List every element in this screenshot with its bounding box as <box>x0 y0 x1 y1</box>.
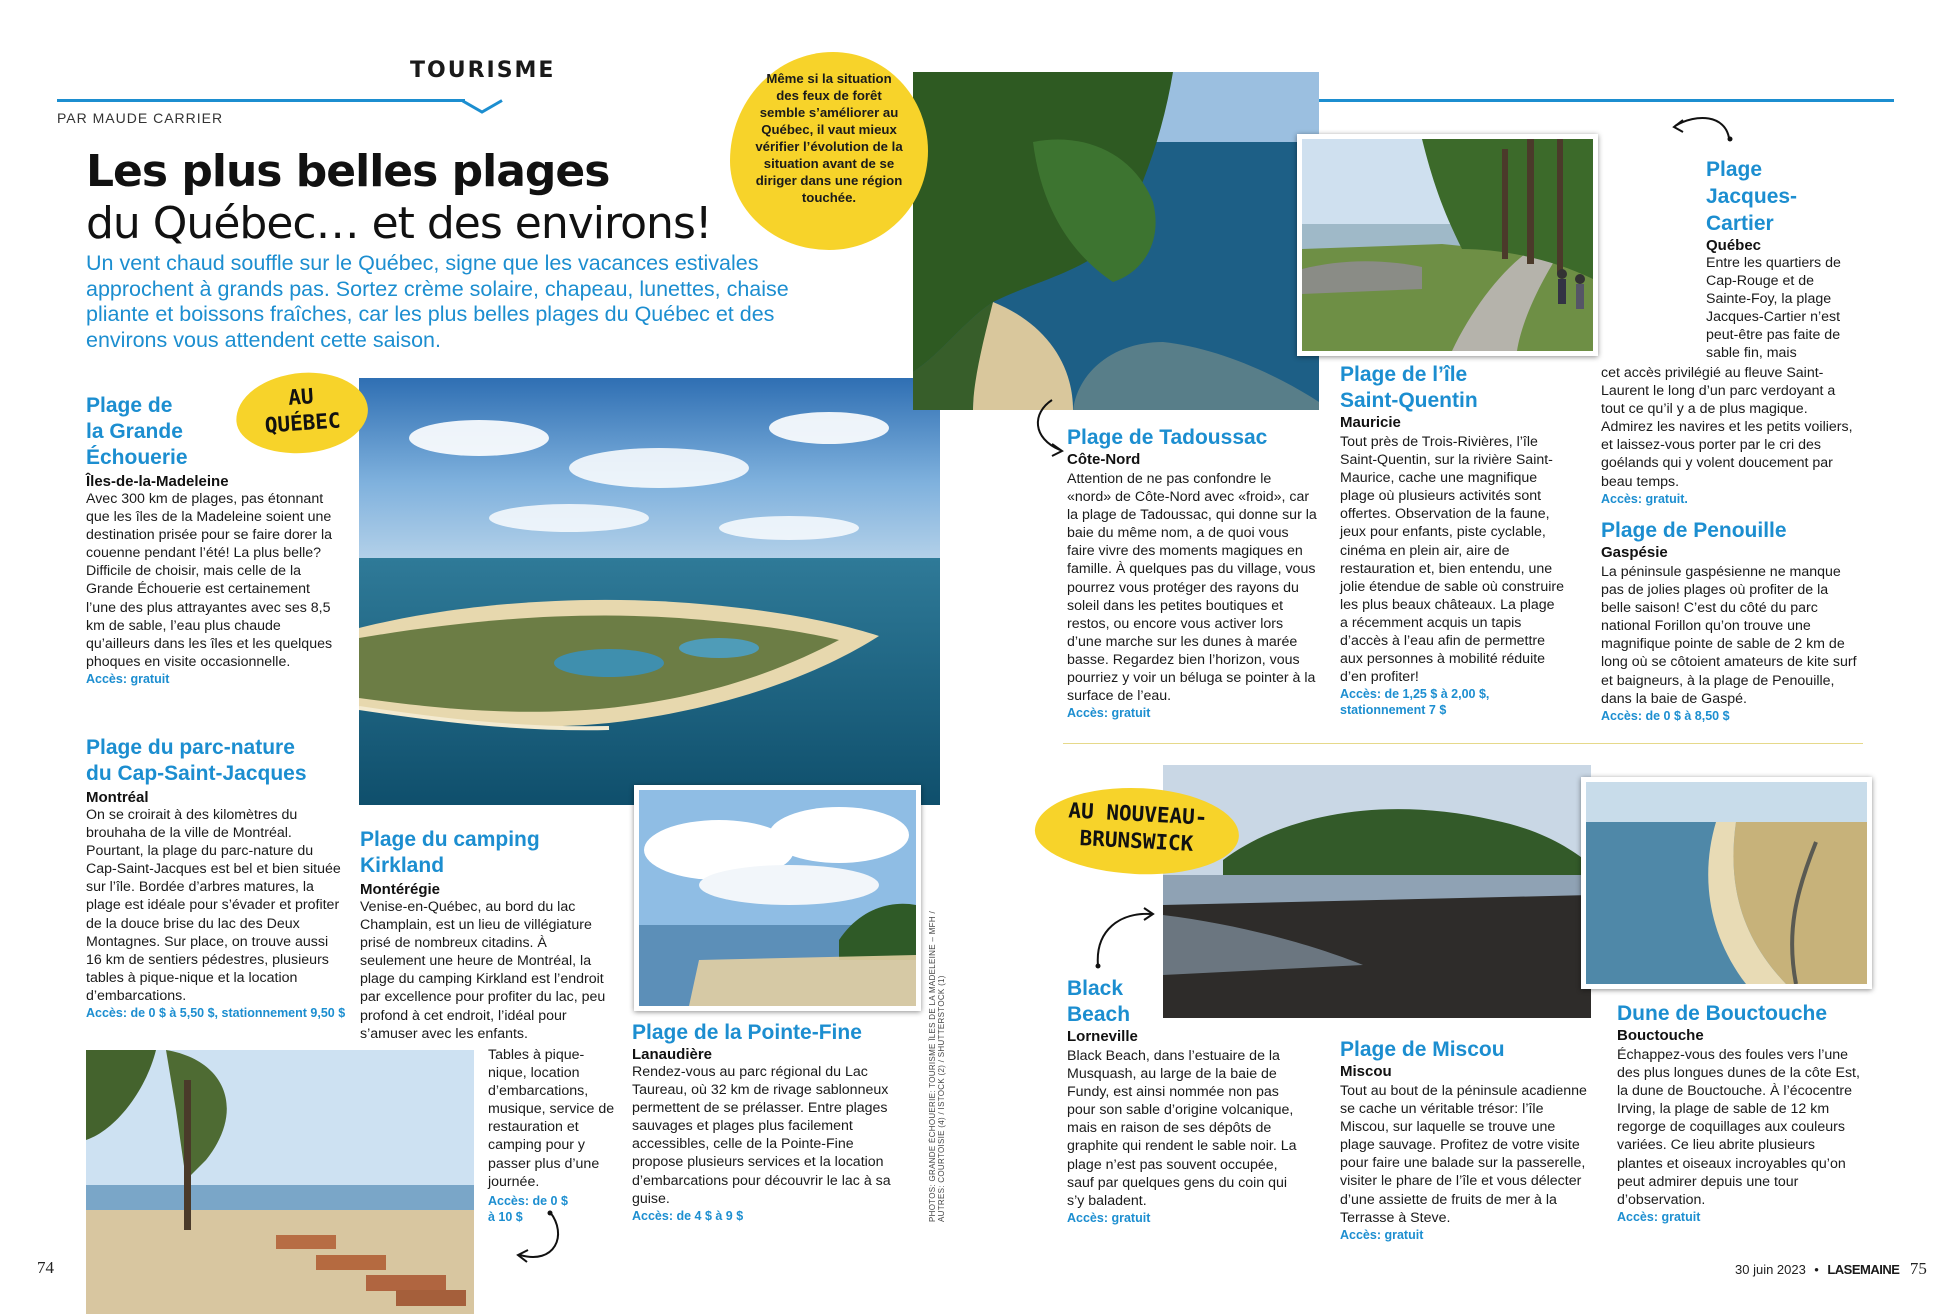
article-bouctouche <box>1617 1001 1867 1225</box>
beach-description: Rendez-vous au parc régional du Lac Taureau, où 32 km de rivage sablonneux permettent de se prélasser. Entre plages sauvages et plages plus facilement accessibles, celle de la Pointe-Fine propose plusieurs services et la location d’embarcations pour découvrir le lac à sa guise. <box>632 1064 891 1207</box>
beach-access: Accès: de 1,25 $ à 2,00 $, <box>1340 687 1490 702</box>
article-black-beach <box>1067 976 1317 1226</box>
beach-access: Accès: gratuit <box>1340 1227 1424 1242</box>
beach-name: Dune de Bouctouche <box>1617 1002 1828 1025</box>
beach-description: Échappez-vous des foules vers l’une des plus longues dunes de la côte Est, la dune de Bouctouche. À l’écocentre Irving, la plage de sable de 12 km regorge de coquillages aux couleurs variées. Ce lieu abrite plusieurs plantes et oiseaux incroyables qu’on peut admirer depuis une tour d’observation. <box>1617 1047 1860 1208</box>
beach-description: Tables à pique-nique, location d’embarcations, musique, service de restauration et camping pour y passer plus d’une journée. <box>488 1047 615 1190</box>
beach-description: Black Beach, dans l’estuaire de la Musquash, au large de la baie de Fundy, est ainsi nommée non pas pour son sable d’origine volcanique, mais en raison de ses dépôts de graphite qui rendent le sable noir. La plage n’est pas souvent occupée, sauf par quelques gens du coin qui s’y baladent. <box>1067 1048 1297 1209</box>
beach-access: Accès: gratuit <box>1067 1210 1151 1225</box>
beach-region: Bouctouche <box>1617 1027 1704 1044</box>
beach-name: du Cap-Saint-Jacques <box>86 762 307 785</box>
header-rule-right <box>1318 99 1894 102</box>
intro-paragraph: Un vent chaud souffle sur le Québec, signe que les vacances estivales approchent à grands pas. Sortez crème solaire, chapeau, lunettes, chaise pliante et boissons fraîches, car les plus belles plages du Québec et des environs vous attendent cette saison. <box>86 251 789 352</box>
header-rule-left <box>57 99 465 102</box>
page-subtitle: du Québec… et des environs! <box>86 198 712 249</box>
beach-region: Montréal <box>86 789 149 806</box>
beach-name: Plage de Tadoussac <box>1067 426 1268 449</box>
beach-description: La péninsule gaspésienne ne manque pas de jolies plages où profiter de la belle saison! C’est du côté du parc national Forillon qu’on trouve une magnifique pointe de sable de 2 km de long où se côtoient amateurs de kite surf et baigneurs, à la plage de Penouille, dans la baie de Gaspé. <box>1601 564 1857 707</box>
article-penouille <box>1601 518 1863 724</box>
beach-region: Miscou <box>1340 1063 1392 1080</box>
beach-name: Plage du camping <box>360 828 540 851</box>
beach-description: Tout près de Trois-Rivières, l’île Saint-Quentin, sur la rivière Saint-Maurice, cache une magnifique plage où plusieurs activités sont offertes. Observation de la faune, jeux pour enfants, piste cyclable, cinéma en plein air, aire de restauration et, bien entendu, une jolie étendue de sable où construire les plus beaux châteaux. La plage a récemment acquis un tapis d’accès à l’eau afin de permettre aux personnes à mobilité réduite d’en profiter! <box>1340 434 1565 686</box>
beach-region: Côte-Nord <box>1067 451 1141 468</box>
beach-name: Plage de l’île <box>1340 363 1468 386</box>
beach-access: à 10 $ <box>488 1209 523 1224</box>
beach-access: Accès: gratuit <box>1617 1209 1701 1224</box>
footer-date: 30 juin 2023 <box>1735 1262 1806 1277</box>
beach-region: Montérégie <box>360 881 441 898</box>
beach-region: Mauricie <box>1340 414 1401 431</box>
badge-nb-line1: AU NOUVEAU- <box>1067 798 1208 830</box>
badge-nb-line2: BRUNSWICK <box>1079 826 1194 856</box>
footer-bullet: • <box>1814 1262 1819 1277</box>
beach-description: On se croirait à des kilomètres du brouhaha de la ville de Montréal. Pourtant, la plage du parc-nature du Cap-Saint-Jacques est bel et bien située sur l’île. Bordée d’arbres matures, la plage est idéale pour s’évader et profiter de la douce brise du lac des Deux Montagnes. Sur place, on trouve aussi 16 km de sentiers pédestres, plusieurs tables à pique-nique et la location d’embarcations. <box>86 807 341 1004</box>
page-title: Les plus belles plages <box>86 146 610 197</box>
article-kirkland-continued <box>488 1046 618 1225</box>
photo-grande-echouerie <box>359 378 940 805</box>
photo-pointe-fine <box>634 785 921 1011</box>
photo-credit: PHOTOS: GRANDE ÉCHOUERIE: TOURISME ÎLES DE LA MADELEINE – MFH / AUTRES: COURTOISIE (4) / ISTOCK (2) / SHUTTERSTOCK (1) <box>928 911 946 1222</box>
photo-saint-quentin <box>1297 134 1598 356</box>
beach-name: la Grande <box>86 420 183 443</box>
beach-name: Plage de <box>86 394 173 417</box>
beach-access: Accès: gratuit <box>86 671 170 686</box>
beach-name: Plage de Penouille <box>1601 519 1787 542</box>
beach-region: Lanaudière <box>632 1046 713 1063</box>
photo-tadoussac <box>913 72 1319 410</box>
article-pointe-fine <box>632 1020 902 1224</box>
beach-access: Accès: de 0 $ <box>488 1193 568 1208</box>
beach-access: Accès: de 0 $ à 8,50 $ <box>1601 708 1730 723</box>
beach-region: Québec <box>1706 237 1762 254</box>
beach-access: stationnement 7 $ <box>1340 703 1447 718</box>
beach-access: Accès: gratuit. <box>1601 491 1688 506</box>
article-cap-saint-jacques <box>86 735 348 1021</box>
footer-right <box>1735 1259 1927 1279</box>
beach-name: Beach <box>1067 1003 1131 1026</box>
article-miscou <box>1340 1037 1590 1243</box>
beach-region: Îles-de-la-Madeleine <box>86 473 229 490</box>
section-divider <box>1063 743 1863 744</box>
beach-region: Gaspésie <box>1601 544 1668 561</box>
article-tadoussac <box>1067 425 1317 721</box>
brand-logo-a: LA <box>1827 1262 1844 1277</box>
brand-logo-b: SEMAINE <box>1843 1262 1900 1277</box>
arrow-tadoussac-icon <box>1022 398 1072 458</box>
article-kirkland <box>360 827 610 1043</box>
article-grande-echouerie <box>86 393 348 687</box>
beach-description: Tout au bout de la péninsule acadienne se cache un véritable trésor: l’île Miscou, sur laquelle se trouve une plage sauvage. Profitez de votre visite pour faire une balade sur la passerelle, visiter le phare de l’île et vous délecter d’une assiette de fruits de mer à la Terrasse à Steve. <box>1340 1083 1587 1226</box>
beach-name: Échouerie <box>86 446 188 469</box>
section-label: TOURISME <box>410 58 556 83</box>
badge-quebec-line2: QUÉBEC <box>264 408 342 438</box>
beach-description: cet accès privilégié au fleuve Saint-Laurent le long d’un parc verdoyant a tout ce qu’il y a de plus magique. Admirez les navires et les petits voiliers, et laissez-vous porter par le cri des goélands qui y volent doucement par beau temps. <box>1601 365 1853 490</box>
beach-name: Plage <box>1706 158 1763 181</box>
beach-description: Avec 300 km de plages, pas étonnant que les îles de la Madeleine soient une destination prisée pour se faire dorer la couenne pendant l’été! La plus belle? Difficile de choisir, mais celle de la Grande Échouerie est certainement l’une des plus attrayantes avec ses 8,5 km de sable, l’eau plus chaude qu’ailleurs dans les îles et les quelques phoques en visite occasionnelle. <box>86 491 333 670</box>
beach-description: Entre les quartiers de Cap-Rouge et de Sainte-Foy, la plage Jacques-Cartier n’est peut-être pas faite de sable fin, mais <box>1706 255 1841 362</box>
beach-access: Accès: de 4 $ à 9 $ <box>632 1208 744 1223</box>
beach-description: Attention de ne pas confondre le «nord» de Côte-Nord avec «froid», car la plage de Tadoussac, qui donne sur la baie du même nom, a de quoi vous faire vivre des moments magiques en famille. À quelques pas du village, vous pourrez vous protéger des rayons du soleil dans les petites boutiques et restos, ou encore vous activer lors d’une marche sur les dunes à marée basse. Regardez bien l’horizon, vous pourriez y voir un béluga se pointer à la surface de l’eau. <box>1067 471 1317 705</box>
header-rule-notch <box>462 96 506 116</box>
beach-name: Black <box>1067 977 1124 1000</box>
badge-quebec-line1: AU <box>287 384 315 410</box>
page-number-right: 75 <box>1909 1259 1927 1278</box>
article-saint-quentin <box>1340 362 1566 718</box>
beach-name: Cartier <box>1706 212 1774 235</box>
beach-name: Kirkland <box>360 854 445 877</box>
arrow-black-beach-icon <box>1090 900 1160 970</box>
beach-description: Venise-en-Québec, au bord du lac Champlain, est un lieu de villégiature prisé de nombreux citadins. À seulement une heure de Montréal, la plage du camping Kirkland est l’endroit par excellence pour profiter du lac, peu profond à cet endroit, l’idéal pour s’amuser avec les enfants. <box>360 899 606 1042</box>
photo-bouctouche <box>1581 777 1872 989</box>
photo-kirkland <box>86 1050 474 1314</box>
beach-name: Jacques- <box>1706 185 1798 208</box>
arrow-jacques-cartier-icon <box>1667 110 1737 142</box>
page-number-left: 74 <box>37 1258 54 1277</box>
beach-name: Saint-Quentin <box>1340 389 1478 412</box>
beach-name: Plage de Miscou <box>1340 1038 1505 1061</box>
beach-access: Accès: gratuit <box>1067 706 1151 721</box>
beach-access: Accès: de 0 $ à 5,50 $, stationnement 9,50 $ <box>86 1006 346 1021</box>
beach-region: Lorneville <box>1067 1028 1138 1045</box>
article-jacques-cartier <box>1706 156 1866 363</box>
callout-text: Même si la situation des feux de forêt semble s’améliorer au Québec, il vaut mieux vérifier l’évolution de la situation avant de se diriger dans une région touchée. <box>755 71 903 205</box>
beach-name: Plage du parc-nature <box>86 736 295 759</box>
byline: PAR MAUDE CARRIER <box>57 110 224 126</box>
beach-name: Plage de la Pointe-Fine <box>632 1021 862 1044</box>
article-jacques-cartier-continued <box>1601 364 1863 507</box>
